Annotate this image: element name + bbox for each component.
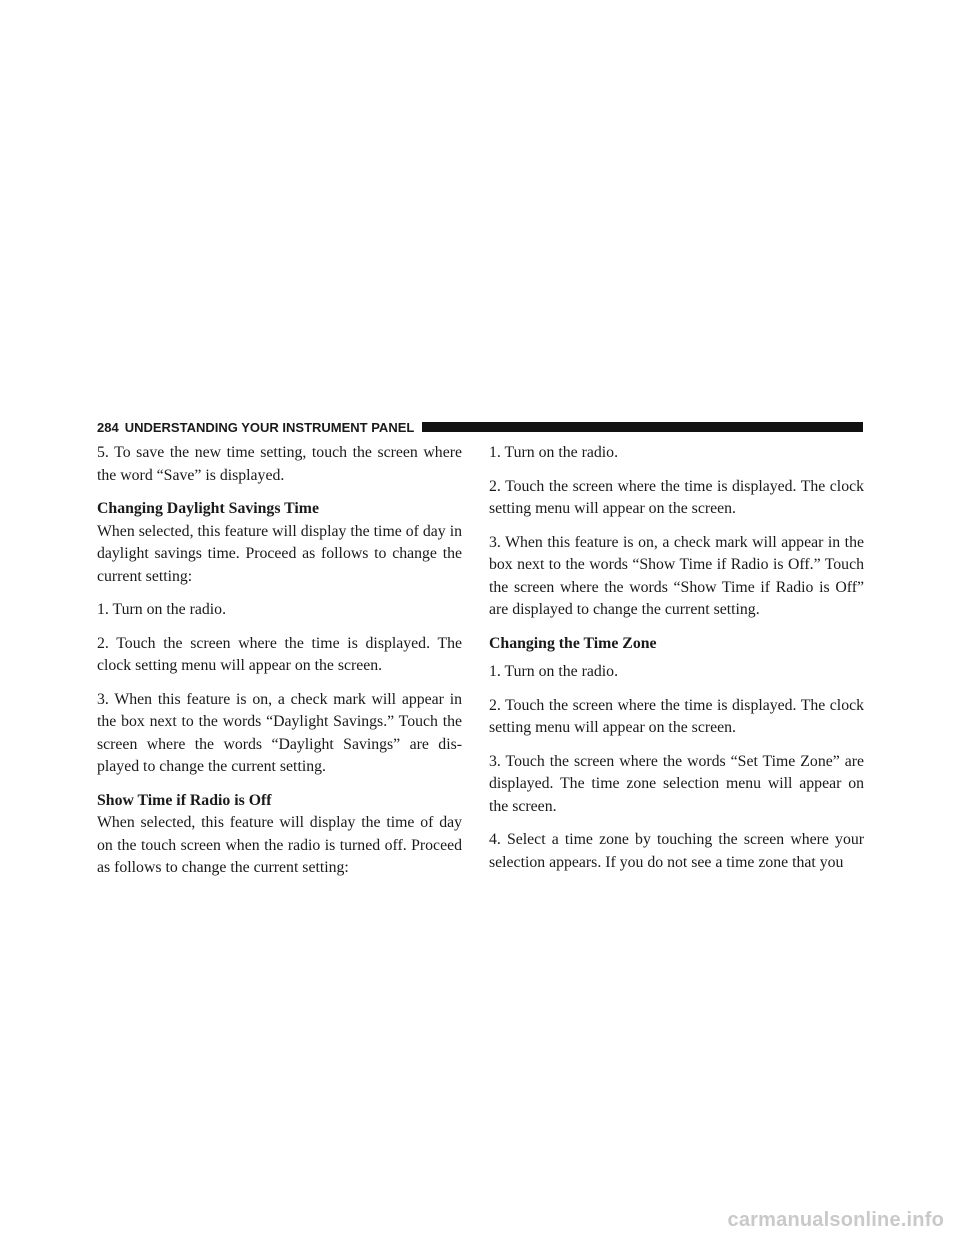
paragraph: When selected, this feature will display the time of day in daylight savings time. Proceed as follows to change the current setting: (97, 522, 462, 585)
paragraph: When selected, this feature will display the time of day on the touch screen when the radio is turned off. Proceed as follows to change the current setting: (97, 814, 462, 876)
paragraph: 3. When this feature is on, a check mark will appear in the box next to the words “Show Time if Radio is Off.” Touch the screen where the words “Show Time if Radio is Off” are displayed to change the current setting. (489, 533, 864, 618)
page-number: 284 (97, 419, 119, 435)
page-header (97, 420, 863, 434)
right-column (489, 442, 864, 885)
paragraph: 2. Touch the screen where the time is displayed. The clock setting menu will appear on the screen. (97, 634, 462, 674)
left-column (97, 442, 462, 891)
paragraph: 1. Turn on the radio. (489, 663, 619, 680)
paragraph: 3. Touch the screen where the words “Set Time Zone” are displayed. The time zone selection menu will appear on the screen. (489, 752, 864, 815)
section-title: UNDERSTANDING YOUR INSTRUMENT PANEL (124, 419, 415, 435)
paragraph: 4. Select a time zone by touching the screen where your selection appears. If you do not see a time zone that you (489, 831, 864, 871)
paragraph: 2. Touch the screen where the time is displayed. The clock setting menu will appear on the screen. (489, 696, 864, 736)
paragraph: 5. To save the new time setting, touch the screen where the word “Save” is displayed. (97, 444, 462, 484)
paragraph: 3. When this feature is on, a check mark will appear in the box next to the words “Daylight Savings.” Touch the screen where the words “Daylight Savings” are dis-played to change the current setting. (97, 690, 462, 775)
heading-time-zone: Changing the Time Zone (489, 634, 657, 652)
paragraph: 2. Touch the screen where the time is displayed. The clock setting menu will appear on the screen. (489, 477, 864, 517)
header-rule (422, 422, 863, 432)
paragraph: 1. Turn on the radio. (97, 601, 227, 618)
heading-show-time: Show Time if Radio is Off (97, 791, 272, 809)
watermark-url[interactable]: carmanualsonline.info (727, 1209, 944, 1231)
paragraph: 1. Turn on the radio. (489, 444, 619, 461)
heading-daylight-savings: Changing Daylight Savings Time (97, 500, 319, 517)
